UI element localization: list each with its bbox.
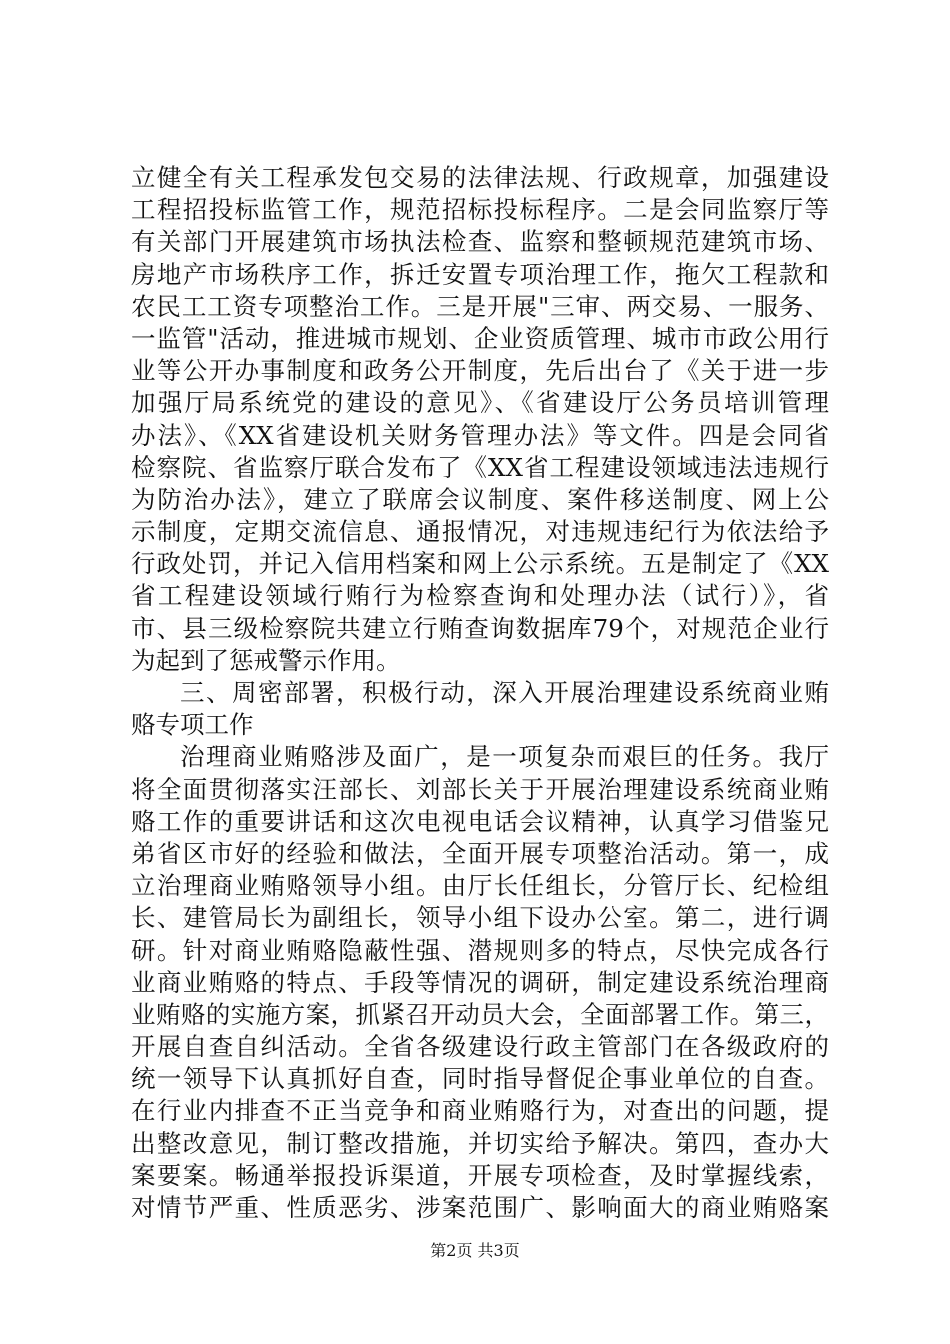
text-line: 有关部门开展建筑市场执法检查、监察和整顿规范建筑市场、 [131, 227, 829, 257]
text-line: 治理商业贿赂涉及面广，是一项复杂而艰巨的任务。我厅 [180, 742, 829, 772]
text-line: 案要案。畅通举报投诉渠道，开展专项检查，及时掌握线索， [131, 1160, 829, 1190]
text-line: 加强厅局系统党的建设的意见》、《省建设厅公务员培训管理 [131, 388, 829, 418]
section-heading-cont: 赂专项工作 [131, 710, 254, 740]
text-line: 立健全有关工程承发包交易的法律法规、行政规章，加强建设 [131, 163, 829, 192]
text-line: 办法》、《XX省建设机关财务管理办法》等文件。四是会同省 [131, 420, 829, 450]
text-line: 出整改意见，制订整改措施，并切实给予解决。第四，查办大 [131, 1128, 829, 1158]
section-heading: 三、周密部署，积极行动，深入开展治理建设系统商业贿 [180, 678, 829, 707]
text-line: 统一领导下认真抓好自查，同时指导督促企事业单位的自查。 [131, 1064, 829, 1094]
text-line: 业商业贿赂的特点、手段等情况的调研，制定建设系统治理商 [131, 967, 829, 997]
document-body [131, 162, 829, 1224]
text-line: 业贿赂的实施方案，抓紧召开动员大会，全面部署工作。第三， [131, 999, 829, 1029]
text-line: 市、县三级检察院共建立行贿查询数据库79个，对规范企业行 [131, 613, 829, 643]
text-line: 立治理商业贿赂领导小组。由厅长任组长，分管厅长、纪检组 [131, 871, 829, 901]
text-line: 省工程建设领域行贿行为检察查询和处理办法（试行）》，省 [131, 581, 829, 611]
text-line: 行政处罚，并记入信用档案和网上公示系统。五是制定了《XX [131, 549, 829, 579]
text-line: 弟省区市好的经验和做法，全面开展专项整治活动。第一，成 [131, 838, 829, 868]
page-number-footer: 第2页 共3页 [430, 1241, 520, 1260]
text-line: 房地产市场秩序工作，拆迁安置专项治理工作，拖欠工程款和 [131, 259, 829, 289]
text-line: 工程招投标监管工作，规范招标投标程序。二是会同监察厅等 [131, 195, 829, 225]
text-line: 赂工作的重要讲话和这次电视电话会议精神，认真学习借鉴兄 [131, 806, 829, 836]
text-line: 开展自查自纠活动。全省各级建设行政主管部门在各级政府的 [131, 1032, 829, 1062]
text-line: 为防治办法》，建立了联席会议制度、案件移送制度、网上公 [131, 484, 829, 514]
text-line: 农民工工资专项整治工作。三是开展"三审、两交易、一服务、 [131, 291, 829, 321]
text-line: 长、建管局长为副组长，领导小组下设办公室。第二，进行调 [131, 903, 829, 933]
text-line: 对情节严重、性质恶劣、涉案范围广、影响面大的商业贿赂案 [131, 1193, 829, 1222]
text-line: 将全面贯彻落实汪部长、刘部长关于开展治理建设系统商业贿 [131, 774, 829, 804]
text-line: 研。针对商业贿赂隐蔽性强、潜规则多的特点，尽快完成各行 [131, 935, 829, 965]
text-line: 为起到了惩戒警示作用。 [131, 645, 401, 675]
text-line: 一监管"活动，推进城市规划、企业资质管理、城市市政公用行 [131, 323, 829, 353]
text-line: 示制度，定期交流信息、通报情况，对违规违纪行为依法给予 [131, 517, 829, 547]
text-line: 检察院、省监察厅联合发布了《XX省工程建设领域违法违规行 [131, 452, 829, 482]
text-line: 业等公开办事制度和政务公开制度，先后出台了《关于进一步 [131, 356, 829, 386]
text-line: 在行业内排查不正当竞争和商业贿赂行为，对查出的问题，提 [131, 1096, 829, 1126]
